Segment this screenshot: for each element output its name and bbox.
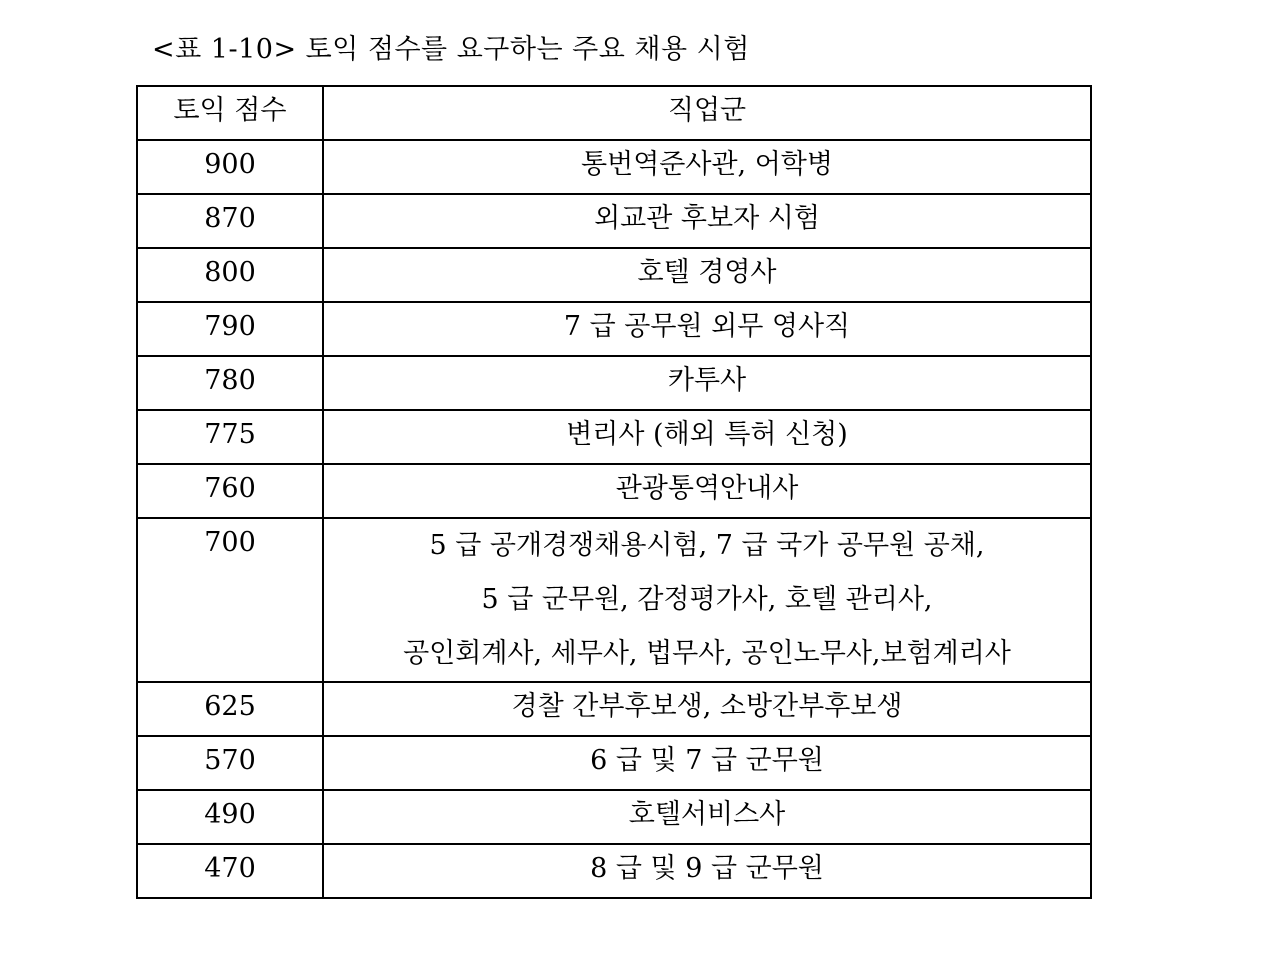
table-row xyxy=(137,682,1091,736)
table-row xyxy=(137,844,1091,898)
jobs-cell: 7 급 공무원 외무 영사직 xyxy=(323,302,1091,356)
score-cell: 570 xyxy=(137,736,323,790)
jobs-multiline: 5 급 공개경쟁채용시험, 7 급 국가 공무원 공채, 5 급 군무원, 감정평가사, 호텔 관리사, 공인회계사, 세무사, 법무사, 공인노무사,보험계리사 xyxy=(403,530,1011,669)
score-cell: 470 xyxy=(137,844,323,898)
header-job-group: 직업군 xyxy=(323,86,1091,140)
table-row xyxy=(137,518,1091,682)
table-row xyxy=(137,140,1091,194)
score-cell: 900 xyxy=(137,140,323,194)
table-row xyxy=(137,356,1091,410)
table-row xyxy=(137,464,1091,518)
score-cell: 870 xyxy=(137,194,323,248)
table-row xyxy=(137,736,1091,790)
toeic-score-table xyxy=(136,85,1092,899)
score-cell: 800 xyxy=(137,248,323,302)
table-header-row xyxy=(137,86,1091,140)
header-toeic-score: 토익 점수 xyxy=(137,86,323,140)
score-cell: 490 xyxy=(137,790,323,844)
jobs-cell xyxy=(323,518,1091,682)
jobs-cell: 호텔 경영사 xyxy=(323,248,1091,302)
score-cell: 780 xyxy=(137,356,323,410)
jobs-cell: 8 급 및 9 급 군무원 xyxy=(323,844,1091,898)
jobs-cell: 통번역준사관, 어학병 xyxy=(323,140,1091,194)
jobs-cell: 카투사 xyxy=(323,356,1091,410)
jobs-cell: 관광통역안내사 xyxy=(323,464,1091,518)
table-row xyxy=(137,302,1091,356)
score-cell: 625 xyxy=(137,682,323,736)
jobs-cell: 외교관 후보자 시험 xyxy=(323,194,1091,248)
jobs-cell: 호텔서비스사 xyxy=(323,790,1091,844)
table-row xyxy=(137,410,1091,464)
score-cell: 760 xyxy=(137,464,323,518)
jobs-cell: 6 급 및 7 급 군무원 xyxy=(323,736,1091,790)
score-cell: 775 xyxy=(137,410,323,464)
jobs-cell: 경찰 간부후보생, 소방간부후보생 xyxy=(323,682,1091,736)
table-caption: <표 1-10> 토익 점수를 요구하는 주요 채용 시험 xyxy=(152,34,750,65)
table-row xyxy=(137,248,1091,302)
score-cell: 790 xyxy=(137,302,323,356)
score-cell: 700 xyxy=(137,518,323,682)
jobs-cell: 변리사 (해외 특허 신청) xyxy=(323,410,1091,464)
table-row xyxy=(137,194,1091,248)
table-row xyxy=(137,790,1091,844)
